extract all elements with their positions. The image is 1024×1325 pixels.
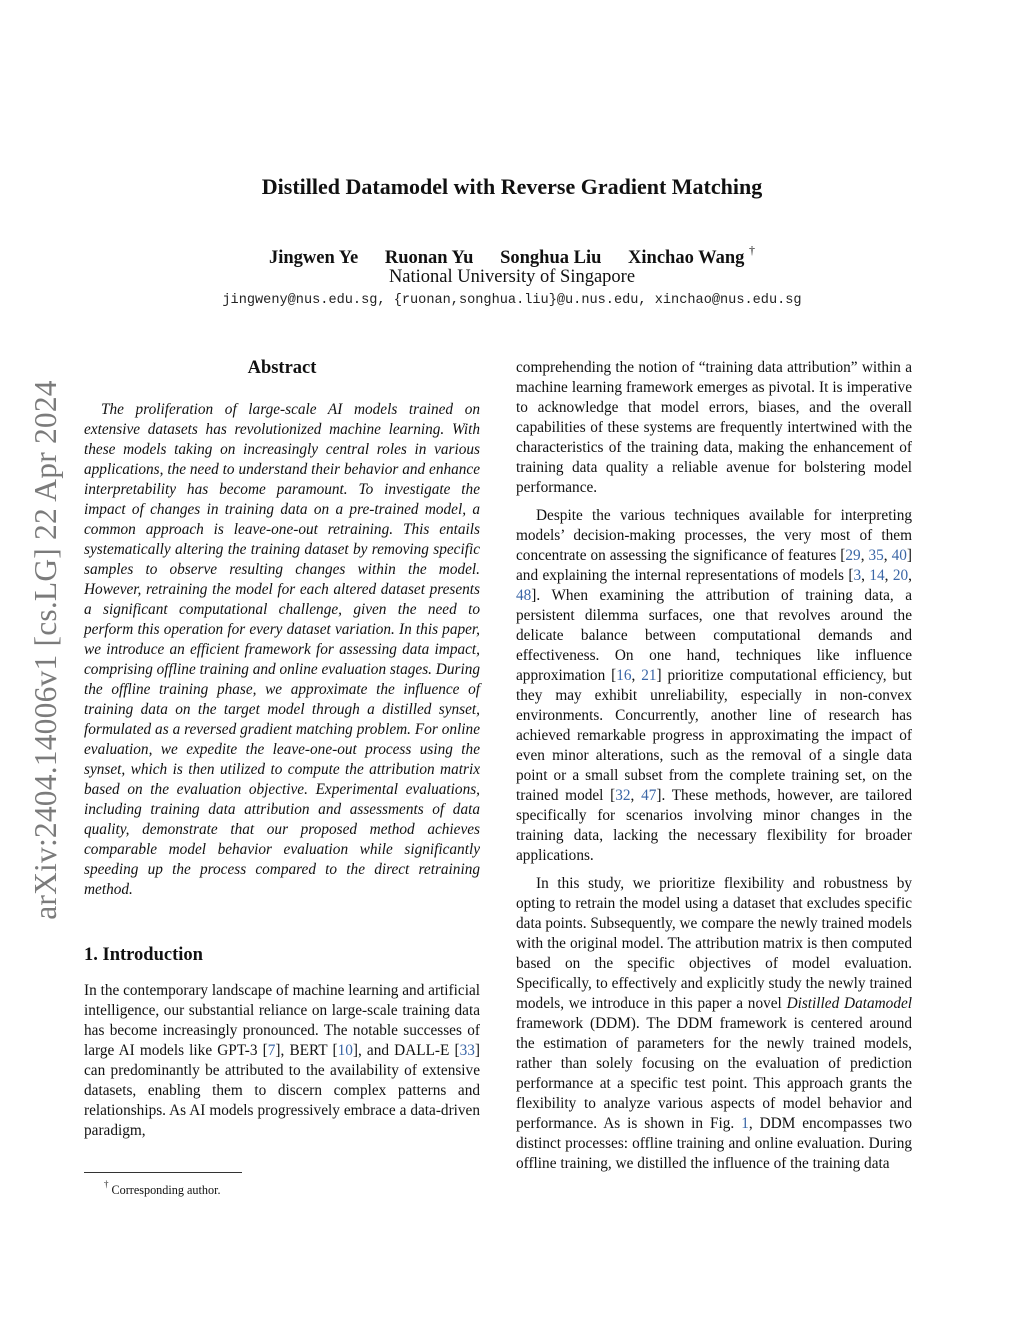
citation-link[interactable]: 10 [337,1042,353,1059]
citation-link[interactable]: 21 [641,667,657,684]
figure-reference-link[interactable]: 1 [741,1115,749,1132]
citation-link[interactable]: 16 [616,667,632,684]
corresponding-mark: † [749,243,756,257]
section-heading: 1. Introduction [84,945,203,965]
author-emails: jingweny@nus.edu.sg, {ruonan,songhua.liu}@u.nus.edu, xinchao@nus.edu.sg [222,293,802,308]
citation-link[interactable]: 14 [869,567,885,584]
footnote-text: Corresponding author. [111,1183,221,1198]
intro-paragraph-2: Despite the various techniques available for interpreting models’ decision-making processes, the very most of them concentrate on assessing the significance of features [29, 35, 40] and explaining the internal representations of models [3, 14, 20, 48]. When examining the attribution of training data, a persistent dilemma surfaces, one that revolves around the delicate balance between computational demands and effectiveness. On one hand, techniques like influence approximation [16, 21] prioritize computational efficiency, but they may exhibit unreliability, especially in non-convex environments. Concurrently, another line of research has achieved remarkable progress in approximating the impact of even minor alterations, such as the removal of a single data point or a small subset from the complete training set, on the trained model [32, 47]. These methods, however, are tailored specifically for scenarios involving minor changes in the training data, lacking the necessary flexibility for broader applications. [516,507,913,864]
footnote-mark: † [104,1179,109,1189]
intro-paragraph-3: In this study, we prioritize flexibility and robustness by opting to retrain the model using a dataset that excludes specific data points. Subsequently, we compare the newly trained models with the original model. The attribution matrix is then computed based on the specific objectives of model evaluation. Specifically, to effectively and explicitly study the newly trained models, we introduce in this paper a novel Distilled Datamodel framework (DDM). The DDM framework is centered around the estimation of parameters for the newly trained models, rather than solely focusing on the evaluation of prediction performance at a specific test point. This approach grants the flexibility to analyze various aspects of model behavior and performance. As is shown in Fig. 1, DDM encompasses two distinct processes: offline training and online evaluation. During offline training, we distilled the influence of the training data [516,875,913,1172]
citation-link[interactable]: 35 [868,547,884,564]
abstract-text: The proliferation of large-scale AI models trained on extensive datasets has revolutionized machine learning. With these models taking on increasingly central roles in various applications, the need to understand their behavior and enhance interpretability has become paramount. To investigate the impact of changes in training data on a pre-trained model, a common approach is leave-one-out retraining. This entails systematically altering the training dataset by removing specific samples to observe resulting changes within the model. However, retraining the model for each altered dataset presents a significant computational challenge, given the need to perform this operation for every dataset variation. In this paper, we introduce an efficient framework for assessing data impact, comprising offline training and online evaluation stages. During the offline training phase, we approximate the influence of training data on the target model through a distilled synset, formulated as a reversed gradient matching problem. For online evaluation, we expedite the leave-one-out process using the synset, which is then utilized to compute the attribution matrix based on the evaluation objective. Experimental evaluations, including training data attribution and assessments of data quality, demonstrate that our proposed method achieves comparable model behavior evaluation while significantly speeding up the process compared to the direct retraining method. [84,401,481,898]
left-column [84,355,480,1141]
abstract-heading: Abstract [247,358,317,378]
author-name: Jingwen Ye [268,248,359,269]
author-name: Xinchao Wang † [628,243,756,269]
citation-link[interactable]: 40 [891,547,907,564]
citation-link[interactable]: 48 [516,587,532,604]
paper-title: Distilled Datamodel with Reverse Gradient Matching [261,174,763,199]
intro-paragraph-1-continued: comprehending the notion of “training data attribution” within a machine learning framework emerges as pivotal. It is imperative to acknowledge that model errors, biases, and the overall capabilities of these systems are frequently intertwined with the characteristics of the training data, making the enhancement of training data quality a reliable avenue for bolstering model performance. [516,359,912,496]
footnote [104,1178,221,1198]
intro-paragraph-1: In the contemporary landscape of machine learning and artificial intelligence, our substantial reliance on large-scale training data has become increasingly pronounced. The notable successes of large AI models like GPT-3 [7], BERT [10], and DALL-E [33] can predominantly be attributed to the availability of extensive datasets, enabling them to discern complex patterns and relationships. As AI models progressively embrace a data-driven paradigm, [84,982,481,1139]
citation-link[interactable]: 32 [615,787,631,804]
right-column [516,358,912,1174]
citation-link[interactable]: 20 [892,567,909,584]
affiliation: National University of Singapore [388,267,636,287]
footnote-divider [84,1172,242,1173]
author-name: Ruonan Yu [384,248,474,269]
citation-link[interactable]: 3 [853,567,862,584]
citation-link[interactable]: 47 [641,787,657,804]
framework-name: Distilled Datamodel [786,995,913,1012]
citation-link[interactable]: 29 [845,547,861,564]
citation-link[interactable]: 33 [459,1042,475,1059]
citation-link[interactable]: 7 [267,1042,276,1059]
arxiv-identifier-stamp: arXiv:2404.14006v1 [cs.LG] 22 Apr 2024 [28,380,63,920]
author-name: Songhua Liu [500,248,602,269]
